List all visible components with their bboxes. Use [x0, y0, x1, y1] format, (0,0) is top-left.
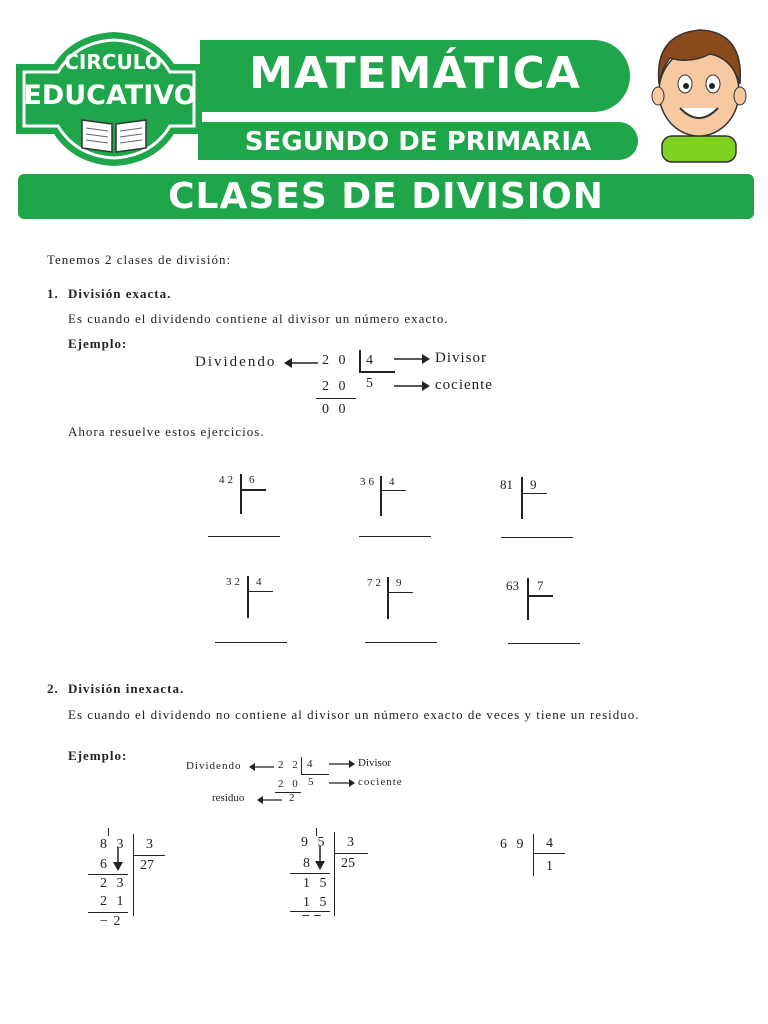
exercise-bar [240, 474, 242, 514]
arrow-down-icon [113, 847, 123, 871]
exercise-divisor: 6 [249, 474, 258, 486]
example1-divisor: 4 [366, 353, 376, 368]
intro-text: Tenemos 2 clases de división: [47, 252, 232, 267]
exercise-bar [521, 477, 523, 519]
exercise-dividend: 42 [219, 474, 236, 486]
arrow-right-icon [394, 380, 430, 392]
worked-bar [533, 834, 534, 876]
exercise-divisor: 9 [530, 477, 540, 492]
exercise-divisor-line [247, 591, 273, 592]
answer-line [365, 642, 437, 643]
page-subtitle: SEGUNDO DE PRIMARIA [244, 127, 592, 157]
residuo-label: residuo [212, 792, 245, 804]
answer-line [359, 536, 431, 537]
worked-step2: 2 3 [100, 876, 127, 891]
worked-step3: 2 1 [100, 894, 127, 909]
worked-step3: 1 5 [303, 895, 330, 910]
exercise-divisor-line [380, 490, 406, 491]
worked-step1: 8 [303, 856, 313, 871]
exercise-divisor-line [527, 595, 553, 597]
worked-quotient: 27 [140, 858, 154, 873]
book-icon [78, 116, 150, 156]
exercise-bar [527, 578, 529, 620]
exercise-divisor-line [521, 493, 547, 494]
arrow-right-icon [329, 759, 355, 769]
worked-remainder: − 2 [100, 914, 122, 929]
example1-divisor-line [359, 371, 395, 373]
worked-divisor-line [133, 855, 165, 856]
arrow-down-icon [315, 846, 325, 870]
banner-title: CLASES DE DIVISION [168, 176, 604, 217]
arrow-left-icon [284, 357, 320, 369]
worked-divisor: 3 [146, 837, 156, 852]
divisor-label: Divisor [358, 757, 391, 769]
section1-instruction: Ahora resuelve estos ejercicios. [68, 424, 265, 439]
arrow-left-icon [249, 762, 275, 772]
example1-remainder: 0 0 [322, 402, 349, 417]
exercise-divisor: 4 [256, 576, 265, 588]
section1-description: Es cuando el dividendo contiene al divisor un número exacto. [68, 311, 449, 326]
worked-dividend: 6 9 [500, 837, 527, 852]
arrow-left-icon [257, 795, 283, 805]
cociente-label: cociente [435, 377, 493, 393]
worked-remainder: − − [302, 909, 322, 924]
example2-division-bar [301, 757, 302, 775]
example2-quotient: 5 [308, 776, 317, 788]
example2-divisor: 4 [307, 758, 316, 770]
page-title: MATEMÁTICA [249, 48, 581, 99]
exercise-divisor: 9 [396, 577, 405, 589]
exercise-dividend: 32 [226, 576, 243, 588]
answer-line [501, 537, 573, 538]
exercise-divisor: 7 [537, 578, 547, 593]
section2-number: 2. [47, 681, 59, 696]
worked-line [290, 873, 330, 874]
answer-line [215, 642, 287, 643]
section1-number: 1. [47, 286, 59, 301]
section1-heading: División exacta. [68, 286, 172, 301]
example2-remainder: 2 [289, 792, 298, 804]
exercise-dividend: 36 [360, 476, 377, 488]
worked-dividend: 9 5 [301, 835, 328, 850]
worked-step2: 1 5 [303, 876, 330, 891]
worked-quotient: 1 [546, 859, 556, 874]
arrow-right-icon [329, 778, 355, 788]
example1-division-bar [359, 350, 361, 372]
dividendo-label: Dividendo [186, 760, 242, 772]
worked-bar [133, 834, 134, 916]
worked-divisor-line [533, 853, 565, 854]
exercise-dividend: 63 [506, 578, 519, 593]
example2-dividend: 2 2 [278, 759, 301, 771]
example1-subtraction-line [316, 398, 356, 399]
example2-divisor-line [301, 774, 329, 775]
exercise-bar [387, 577, 389, 619]
section2-description: Es cuando el dividendo no contiene al divisor un número exacto de veces y tiene un residuo. [68, 707, 640, 722]
exercise-divisor-line [387, 592, 413, 593]
logo-top-text: CIRCULO [64, 50, 162, 74]
section2-example-label: Ejemplo: [68, 748, 128, 763]
worked-bar [334, 832, 335, 916]
section1-example-label: Ejemplo: [68, 336, 128, 351]
exercise-dividend: 81 [500, 477, 513, 492]
example1-dividend: 2 0 [322, 353, 349, 368]
worked-line [88, 912, 128, 913]
exercise-bar [380, 476, 382, 516]
divisor-label: Divisor [435, 350, 487, 366]
example1-subtracted: 2 0 [322, 379, 349, 394]
exercise-dividend: 72 [367, 577, 384, 589]
worked-divisor: 4 [546, 836, 556, 851]
arrow-right-icon [394, 353, 430, 365]
dividendo-label: Dividendo [195, 354, 277, 370]
example1-quotient: 5 [366, 376, 376, 391]
logo-bottom-text: EDUCATIVO [23, 80, 197, 111]
example2-subtracted: 2 0 [278, 778, 301, 790]
worked-quotient: 25 [341, 856, 355, 871]
worked-divisor: 3 [347, 835, 357, 850]
exercise-bar [247, 576, 249, 618]
tick-mark [108, 828, 109, 836]
cociente-label: cociente [358, 776, 403, 788]
boy-illustration [640, 24, 758, 162]
worked-line [88, 874, 128, 875]
worked-step1: 6 [100, 857, 110, 872]
answer-line [508, 643, 580, 644]
exercise-divisor-line [240, 489, 266, 491]
worked-divisor-line [334, 853, 368, 854]
answer-line [208, 536, 280, 537]
worked-dividend: 8 3 [100, 837, 127, 852]
section2-heading: División inexacta. [68, 681, 185, 696]
exercise-divisor: 4 [389, 476, 398, 488]
